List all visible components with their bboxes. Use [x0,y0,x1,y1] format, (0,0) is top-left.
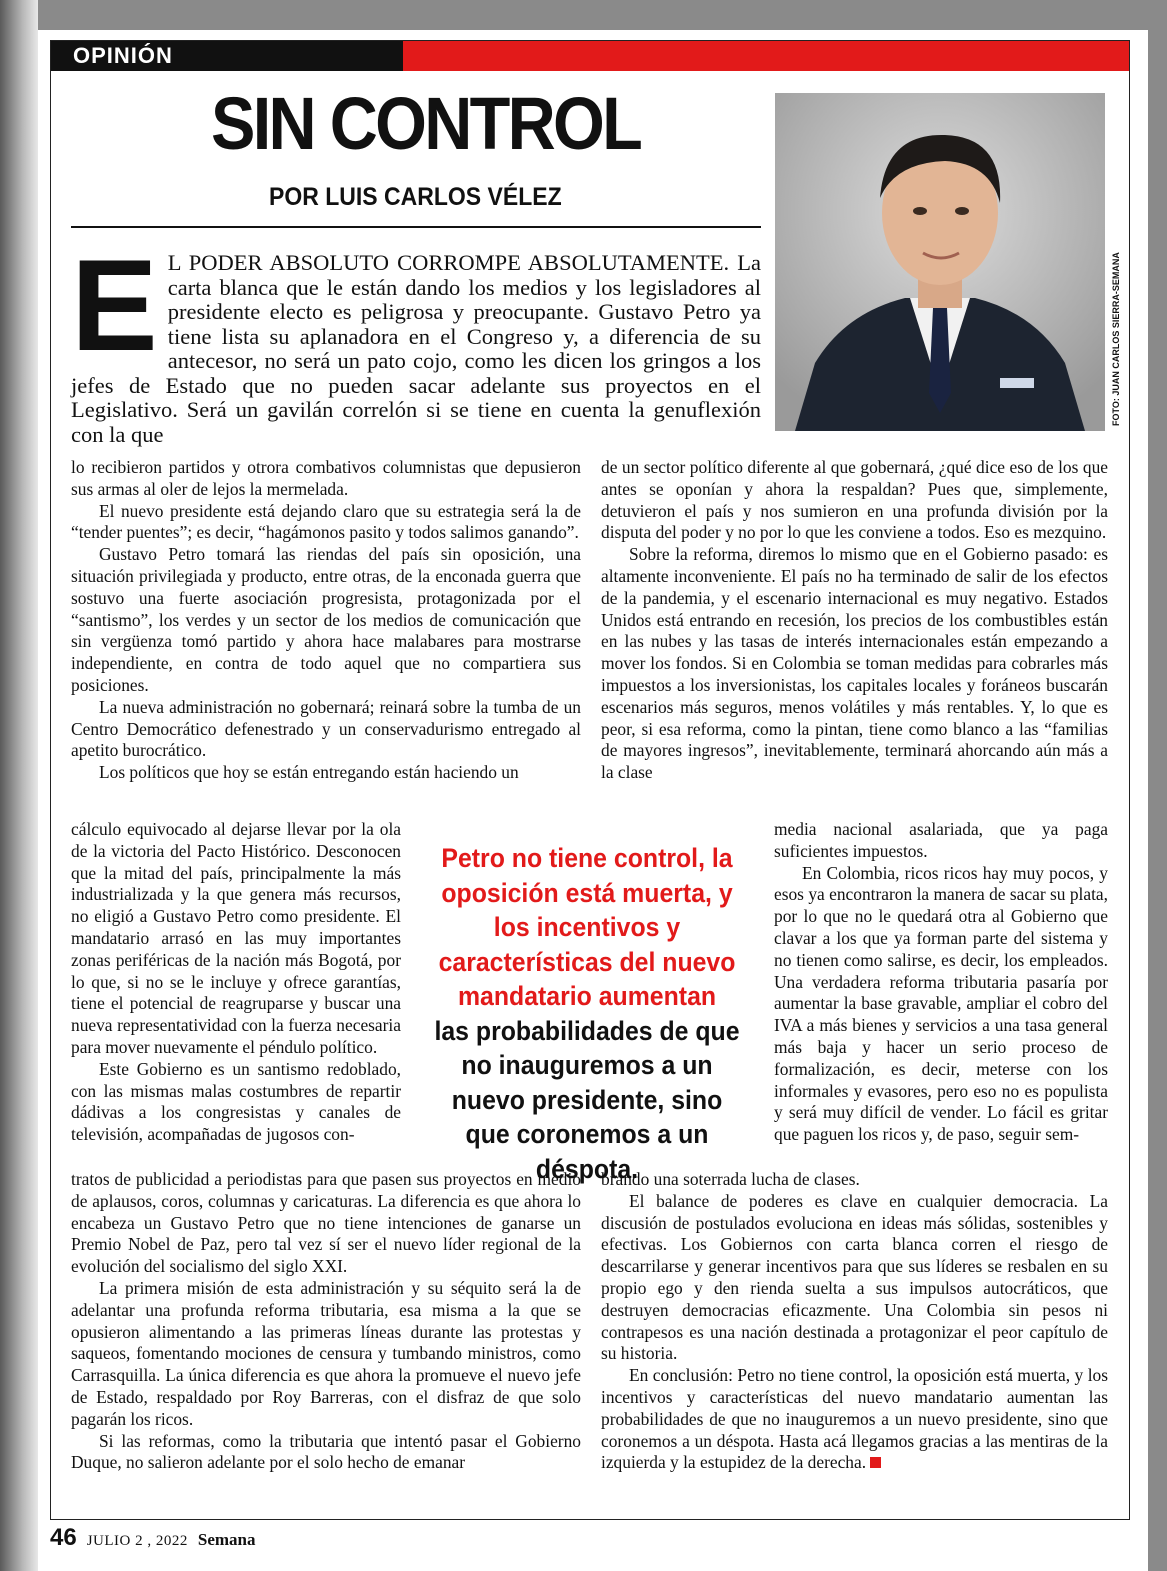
paragraph: Este Gobierno es un santismo redoblado, con las mismas malas costumbres de repartir dádivas a los congresistas y canales de televisión, acompañadas de jugosos con- [71,1058,401,1145]
section-label-block [51,41,403,71]
column-right-bottom [601,1169,1108,1474]
paragraph: El balance de poderes es clave en cualquier democracia. La discusión de postulados evoluciona en ideas más sólidas, sostenibles y efectivas. Los Gobiernos con carta blanca corren el riesgo de descarrilarse y generar incentivos para que sus líderes se resbalen en su propio ego y den rienda suelta a sus impulsos autocráticos, que destruyen democracias eficazmente. Una Colombia sin pesos ni contrapesos es una nación destinada a protagonizar el peor capítulo de su historia. [601,1190,1108,1364]
byline: POR LUIS CARLOS VÉLEZ [269,183,562,211]
photo-credit: FOTO: JUAN CARLOS SIERRA-SEMANA [1111,252,1121,426]
paragraph-final [601,1365,1108,1474]
paragraph: brando una soterrada lucha de clases. [601,1169,860,1189]
page-frame [50,40,1130,1520]
magazine-page [38,30,1148,1571]
paragraph: tratos de publicidad a periodistas para que pasen sus proyectos en medio de aplausos, coros, columnas y caricaturas. La diferencia es que ahora lo encabeza un Gustavo Petro que no tiene intenciones de ganarse un Premio Nobel de Paz, pero tal vez sí ser el nuevo líder regional de la evolución del socialismo del siglo XXI. [71,1169,581,1277]
paragraph: Sobre la reforma, diremos lo mismo que en el Gobierno pasado: es altamente inconveniente. El país no ha terminado de salir de los efectos de la pandemia, y el escenario internacional es muy negativo. Estados Unidos está entrando en recesión, los precios de los combustibles están en las nubes y las tasas de interés internacionales están empezando a mover los fondos. Si en Colombia se toman medidas para cobrarles más impuestos a los inversionistas, los capitales locales y foráneos buscarán escenarios más seguros, menos volátiles y más rentables. Y, lo que es peor, si esa reforma, como la pintan, tiene como blanco a las “familias de mayores ingresos”, inevitablemente, terminará ahorcando aún más a la clase [601,544,1108,783]
section-bar [51,41,1129,71]
column-right-top [601,457,1108,784]
magazine-name: Semana [197,1530,256,1549]
column-right-middle [774,819,1108,1146]
section-label: OPINIÓN [73,43,173,68]
author-portrait-illustration [775,93,1105,431]
pull-quote-black: las probabilidades de que no inauguremos a un nuevo presidente, sino que coronemos a un déspota. [434,1015,740,1184]
paragraph: lo recibieron partidos y otrora combativos columnistas que depusieron sus armas al oler de lejos la mermelada. [71,457,581,499]
end-mark-icon [870,1457,881,1468]
paragraph: El nuevo presidente está dejando claro que su estrategia será la de “tender puentes”; es decir, “hagámonos pasito y todos salimos ganando”. [71,500,581,543]
pull-quote [427,841,747,1186]
pull-quote-red: Petro no tiene control, la oposición está muerta, y los incentivos y características del nuevo mandatario aumentan [438,843,736,1011]
headline: SIN CONTROL [211,82,641,165]
column-left-middle [71,819,401,1146]
page-footer [50,1524,256,1552]
paragraph: Gustavo Petro tomará las riendas del país sin oposición, una situación privilegiada y producto, entre otras, de la enconada guerra que sostuvo una fuerte asociación progresista, protagonizada por el “santismo”, los verdes y un sector de los medios de comunicación que sin vergüenza tomó partido y ahora hace malabares para mostrarse independiente, en contra de todo aquel que no compartiera sus posiciones. [71,544,581,695]
section-red-band [403,41,1129,71]
lead-text: La carta blanca que le están dando los medios y los legisladores al presidente electo es peligrosa y preocupante. Gustavo Petro ya tiene lista su aplanadora en el Congreso y, a diferencia de su antecesor, no será un pato cojo, como les dicen los gringos a los jefes de Estado que no pueden sacar adelante sus proyectos en el Legislativo. Será un gavilán correlón si se tiene en cuenta la genuflexión con la que [71,250,762,447]
column-left-top [71,457,581,784]
final-text: En conclusión: Petro no tiene control, la oposición está muerta, y los incentivos y características del nuevo mandatario aumentan las probabilidades de que no inauguremos a un nuevo presidente, sino que coronemos a un déspota. Hasta acá llegamos gracias a las mentiras de la izquierda y la estupidez de la derecha. [601,1365,1108,1473]
paragraph: media nacional asalariada, que ya paga suficientes impuestos. [774,819,1108,861]
page-curl-shadow [0,0,38,1571]
paragraph: La nueva administración no gobernará; reinará sobre la tumba de un Centro Democrático defenestrado y un conservadurismo entregado al apetito burocrático. [71,696,581,761]
lead-opening-words: L PODER ABSOLUTO CORROMPE ABSOLUTAMENTE. [167,250,730,275]
paragraph: Si las reformas, como la tributaria que intentó pasar el Gobierno Duque, no salieron adelante por el solo hecho de emanar [71,1430,581,1473]
lead-paragraph [71,232,762,447]
headline-rule [71,226,761,228]
paragraph: En Colombia, ricos ricos hay muy pocos, y esos ya encontraron la manera de sacar su plata, por lo que no le quedará otra al Gobierno que clavar a los que ya forman parte del sistema y no tienen como salirse, es decir, los empleados. Una verdadera reforma tributaria pasaría por aumentar la base gravable, ampliar el cobro del IVA a más bienes y servicios a una tasa general más baja y hacer un serio proceso de formalización, es decir, meterse con los informales y evasores, pero eso no es populista y será muy difícil de vender. Lo fácil es gritar que paguen los ricos y, de paso, seguir sem- [774,862,1108,1145]
paragraph: de un sector político diferente al que gobernará, ¿qué dice eso de los que antes se oponían y ahora la respaldan? Pues que, simplemente, detuvieron el país y nos sumieron en una profunda división por la disputa del poder y no por lo que les conviene a todos. Eso es mezquino. [601,457,1108,543]
paragraph: Los políticos que hoy se están entregando están haciendo un [99,762,519,783]
page-number: 46 [50,1524,77,1551]
paragraph: La primera misión de esta administración y su séquito será la de adelantar una profunda reforma tributaria, esa misma a la que se opusieron alimentando a las primeras líneas durante las protestas y saqueos, fomentando mociones de censura y tumbando ministros, como Carrasquilla. La única diferencia es que ahora la promueve el nuevo jefe de Estado, respaldado por Roy Barreras, con el disfraz de que solo pagarán los ricos. [71,1277,581,1429]
column-left-bottom [71,1169,581,1474]
paragraph: cálculo equivocado al dejarse llevar por la ola de la victoria del Pacto Histórico. Desconocen que la mitad del país, principalmente la más industrializada y la que genera más recursos, no eligió a Gustavo Petro como presidente. El mandatario arrasó en las muy importantes zonas periféricas de la nación más Bogotá, por lo que, si no se le incluye y ofrece garantías, tiene el potencial de reagruparse y buscar una nueva representatividad con la fuerza necesaria para mover nuevamente el péndulo político. [71,819,401,1057]
author-photo [775,93,1105,431]
issue-date: JULIO 2 , 2022 [86,1533,188,1549]
drop-cap: E [71,232,158,378]
